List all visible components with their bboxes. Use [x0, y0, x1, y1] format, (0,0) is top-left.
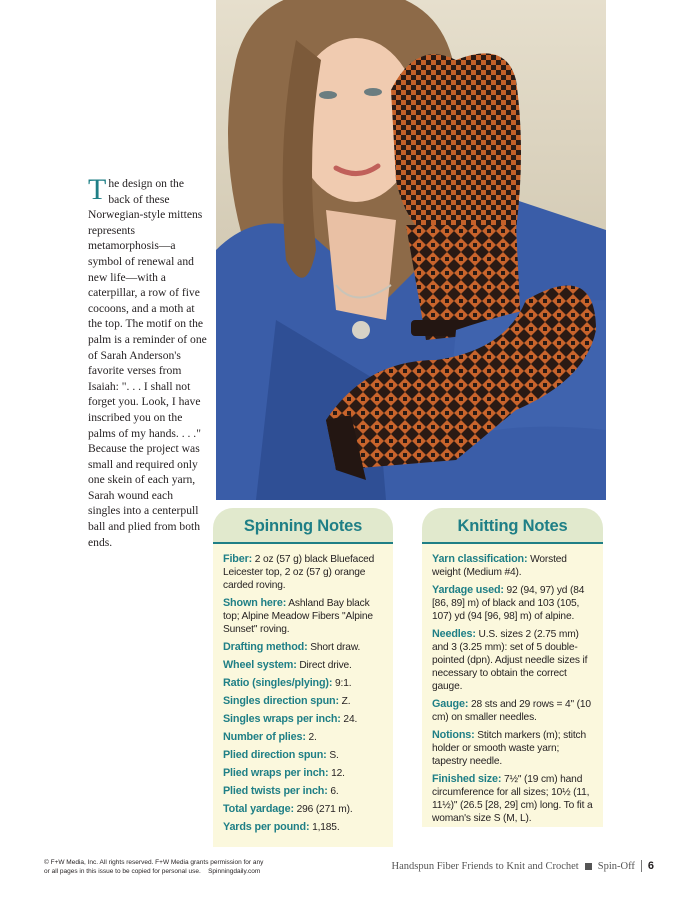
- knitting-note: Finished size: 7½" (19 cm) hand circumference for all sizes; 10½ (11, 11½)" (26.5 [28, 29] cm) long. To fit a woman's size S (M, L).: [432, 773, 593, 824]
- knitting-note: Yardage used: 92 (94, 97) yd (84 [86, 89] m) of black and 103 (105, 107) yd (94 [96, 98] m) of alpine.: [432, 584, 585, 622]
- knitting-note: Gauge: 28 sts and 29 rows = 4" (10 cm) on smaller needles.: [432, 698, 591, 723]
- spinning-note: Plied direction spun: S.: [223, 749, 339, 761]
- running-footer: [392, 860, 655, 872]
- hero-photo: [216, 0, 606, 500]
- woman-wearing-knitted-mittens-photo: [216, 0, 606, 500]
- spinning-note: Wheel system: Direct drive.: [223, 659, 352, 671]
- magazine-name: Spin-Off: [597, 860, 635, 872]
- spinning-notes-box: [213, 508, 393, 847]
- knitting-notes-body: [422, 544, 603, 827]
- copyright-line-1: © F+W Media, Inc. All rights reserved. F+W Media grants permission for any: [44, 859, 264, 866]
- intro-paragraph: [88, 173, 208, 550]
- spinning-note: Plied wraps per inch: 12.: [223, 767, 345, 779]
- knitting-note: Notions: Stitch markers (m); stitch holder or smooth waste yarn; tapestry needle.: [432, 729, 586, 767]
- drop-cap: T: [88, 173, 107, 206]
- spinning-note: Total yardage: 296 (271 m).: [223, 803, 353, 815]
- knitting-notes-title: Knitting Notes: [422, 508, 603, 542]
- copyright-notice: [44, 858, 274, 876]
- spinning-note: Yards per pound: 1,185.: [223, 821, 340, 833]
- spinning-notes-body: [213, 544, 393, 847]
- spinning-note: Fiber: 2 oz (57 g) black Bluefaced Leicester top, 2 oz (57 g) orange carded roving.: [223, 553, 375, 591]
- spinning-note: Number of plies: 2.: [223, 731, 317, 743]
- spinning-note: Shown here: Ashland Bay black top; Alpine Meadow Fibers "Alpine Sunset" roving.: [223, 597, 373, 635]
- knitting-note: Yarn classification: Worsted weight (Medium #4).: [432, 553, 567, 578]
- intro-text: he design on the back of these Norwegian-style mittens represents metamorphosis—a symbol of renewal and new life—with a caterpillar, a row of five cocoons, and a moth at the top. The motif on the palm is a reminder of one of Sarah Anderson's favorite verses from Isaiah: ". . . I shall not forget you. Look, I have inscribed you on the palms of my hands. . . ." Because the project was small and required only one skein of each yarn, Sarah wound each singles into a centerpull ball and plied from both ends.: [88, 177, 207, 549]
- publication-title: Handspun Fiber Friends to Knit and Crochet: [391, 860, 579, 872]
- knitting-note: Needles: U.S. sizes 2 (2.75 mm) and 3 (3.25 mm): set of 5 double-pointed (dpn). Adjust needle sizes if necessary to obtain the correct gauge.: [432, 628, 588, 692]
- spinning-note: Ratio (singles/plying): 9:1.: [223, 677, 352, 689]
- square-bullet-icon: [585, 863, 592, 870]
- copyright-line-2: or all pages in this issue to be copied for personal use. Spinningdaily.com: [44, 868, 261, 875]
- spinning-note: Plied twists per inch: 6.: [223, 785, 339, 797]
- spinning-note: Singles wraps per inch: 24.: [223, 713, 358, 725]
- spinning-note: Drafting method: Short draw.: [223, 641, 361, 653]
- spinning-notes-title: Spinning Notes: [213, 508, 393, 542]
- website-link[interactable]: Spinningdaily.com: [208, 868, 261, 875]
- knitting-notes-box: [422, 508, 603, 827]
- spinning-note: Singles direction spun: Z.: [223, 695, 351, 707]
- page-number: 6: [641, 860, 654, 872]
